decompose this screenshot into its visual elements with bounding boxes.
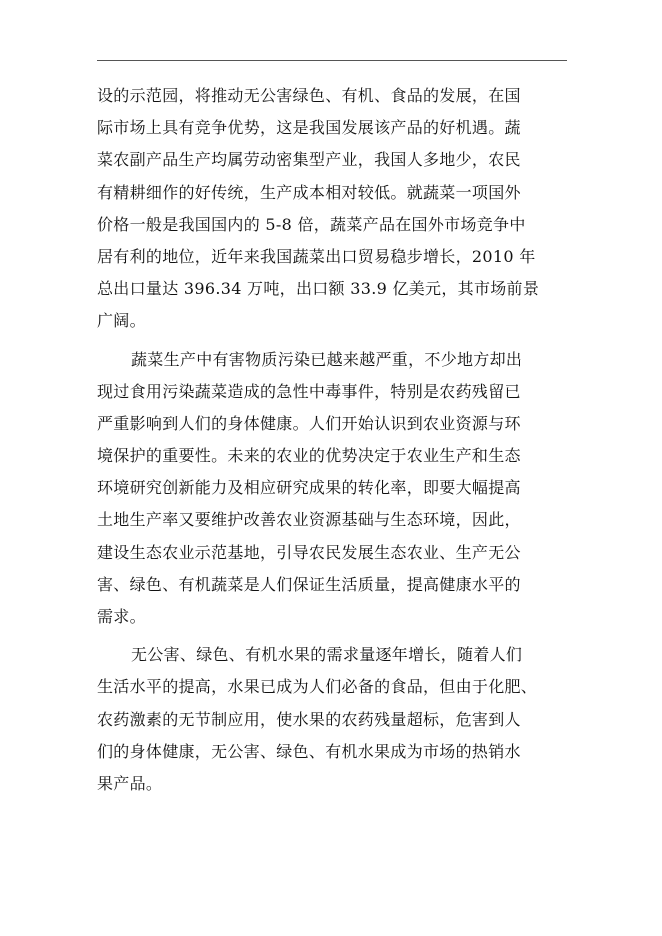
- paragraph-line: 有精耕细作的好传统，生产成本相对较低。就蔬菜一项国外: [97, 182, 521, 202]
- header-rule: [97, 60, 567, 61]
- paragraph-line: 环境研究创新能力及相应研究成果的转化率，即要大幅提高: [97, 478, 521, 498]
- paragraph-line: 果产品。: [97, 773, 163, 793]
- paragraph-line: 设的示范园，将推动无公害绿色、有机、食品的发展，在国: [97, 86, 521, 105]
- paragraph-line: 农药激素的无节制应用，使水果的农药残量超标，危害到人: [97, 709, 521, 729]
- body-text: [97, 80, 572, 800]
- paragraph-line: 广阔。: [97, 311, 146, 331]
- paragraph-2: [97, 344, 572, 634]
- paragraph-line: 害、绿色、有机蔬菜是人们保证生活质量，提高健康水平的: [97, 574, 521, 594]
- paragraph-3: [97, 639, 572, 800]
- paragraph-line: 需求。: [97, 607, 146, 626]
- paragraph-1: [97, 80, 572, 338]
- paragraph-line: 生活水平的提高，水果已成为人们必备的食品，但由于化肥、: [97, 677, 538, 697]
- paragraph-line: 们的身体健康，无公害、绿色、有机水果成为市场的热销水: [97, 741, 521, 761]
- paragraph-line: 菜农副产品生产均属劳动密集型产业，我国人多地少，农民: [97, 150, 521, 170]
- paragraph-line: 境保护的重要性。未来的农业的优势决定于农业生产和生态: [97, 446, 521, 466]
- paragraph-line: 际市场上具有竞争优势，这是我国发展该产品的好机遇。蔬: [97, 118, 521, 138]
- paragraph-line: 严重影响到人们的身体健康。人们开始认识到农业资源与环: [97, 413, 521, 433]
- paragraph-line: 土地生产率又要维护改善农业资源基础与生态环境，因此，: [97, 510, 521, 530]
- paragraph-line: 无公害、绿色、有机水果的需求量逐年增长，随着人们: [131, 645, 523, 665]
- paragraph-line: 蔬菜生产中有害物质污染已越来越严重，不少地方却出: [131, 349, 523, 369]
- paragraph-line: 居有利的地位，近年来我国蔬菜出口贸易稳步增长，2010 年: [97, 246, 536, 266]
- paragraph-line: 价格一般是我国国内的 5-8 倍，蔬菜产品在国外市场竞争中: [97, 214, 526, 234]
- paragraph-line: 建设生态农业示范基地，引导农民发展生态农业、生产无公: [97, 542, 521, 562]
- paragraph-line: 总出口量达 396.34 万吨，出口额 33.9 亿美元，其市场前景: [97, 279, 540, 299]
- paragraph-line: 现过食用污染蔬菜造成的急性中毒事件，特别是农药残留已: [97, 381, 521, 401]
